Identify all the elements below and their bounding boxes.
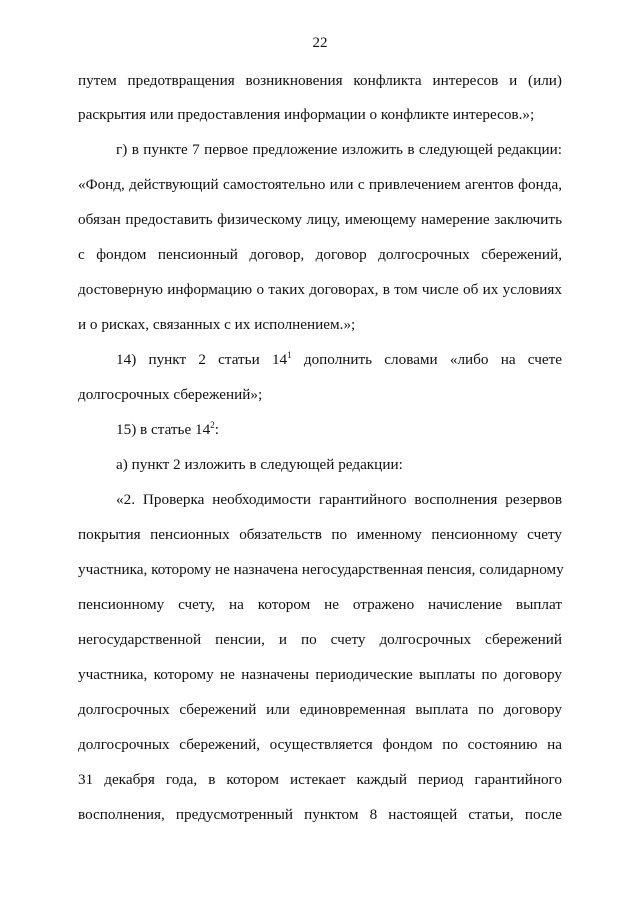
text-line	[78, 246, 562, 264]
text-line-content: участника, которому не назначена негосударственная пенсия, солидарному	[78, 561, 564, 578]
text-line-content: 14) пункт 2 статьи 14	[116, 351, 288, 368]
text-line	[78, 561, 562, 579]
text-line-content: «Фонд, действующий самостоятельно или с привлечением агентов фонда,	[78, 176, 562, 193]
text-line-tail: дополнить словами «либо на счете	[291, 351, 562, 368]
superscript: 2	[210, 420, 215, 430]
superscript: 1	[287, 350, 292, 360]
text-line-content: обязан предоставить физическому лицу, имеющему намерение заключить	[78, 211, 562, 228]
text-line-content: 31 декабря года, в котором истекает каждый период гарантийного	[78, 771, 562, 788]
text-line-content: пенсионному счету, на котором не отражено начисление выплат	[78, 596, 562, 613]
text-line	[78, 316, 562, 334]
text-line-content: восполнения, предусмотренный пунктом 8 настоящей статьи, после	[78, 806, 562, 823]
text-line	[78, 526, 562, 544]
text-line-content: долгосрочных сбережений»;	[78, 386, 263, 403]
text-line-content: негосударственной пенсии, и по счету долгосрочных сбережений	[78, 631, 562, 648]
text-line-content: 15) в статье 14	[116, 421, 211, 438]
text-line	[78, 72, 562, 90]
text-line	[78, 281, 562, 299]
text-line-content: долгосрочных сбережений, осуществляется фондом по состоянию на	[78, 736, 562, 753]
text-line-content: покрытия пенсионных обязательств по именному пенсионному счету	[78, 526, 562, 543]
text-line-content: «2. Проверка необходимости гарантийного восполнения резервов	[116, 491, 562, 508]
text-line-content: участника, которому не назначены периодические выплаты по договору	[78, 666, 562, 683]
page-number: 22	[312, 35, 328, 51]
text-line	[78, 631, 562, 649]
text-line	[78, 666, 562, 684]
text-line	[116, 351, 562, 369]
text-line-content: и о рисках, связанных с их исполнением.»;	[78, 316, 356, 333]
text-line	[78, 596, 562, 614]
text-line-tail: :	[214, 421, 219, 438]
text-line-content: г) в пункте 7 первое предложение изложить в следующей редакции:	[116, 141, 562, 158]
text-line-content: долгосрочных сбережений или единовременная выплата по договору	[78, 701, 562, 718]
text-line	[78, 386, 562, 404]
text-line	[78, 106, 562, 124]
text-line-content: раскрытия или предоставления информации о конфликте интересов.»;	[78, 106, 535, 123]
text-line	[78, 771, 562, 789]
text-line	[78, 701, 562, 719]
text-line	[78, 211, 562, 229]
text-line	[78, 806, 562, 824]
text-line-content: с фондом пенсионный договор, договор долгосрочных сбережений,	[78, 246, 562, 263]
text-line	[116, 421, 562, 439]
text-line	[116, 141, 562, 159]
text-line-content: достоверную информацию о таких договорах, в том числе об их условиях	[78, 281, 562, 298]
text-line	[78, 176, 562, 194]
text-line-content: а) пункт 2 изложить в следующей редакции:	[116, 456, 403, 473]
text-line	[116, 456, 562, 474]
text-line-content: путем предотвращения возникновения конфликта интересов и (или)	[78, 72, 562, 89]
text-line	[78, 736, 562, 754]
text-line	[116, 491, 562, 509]
